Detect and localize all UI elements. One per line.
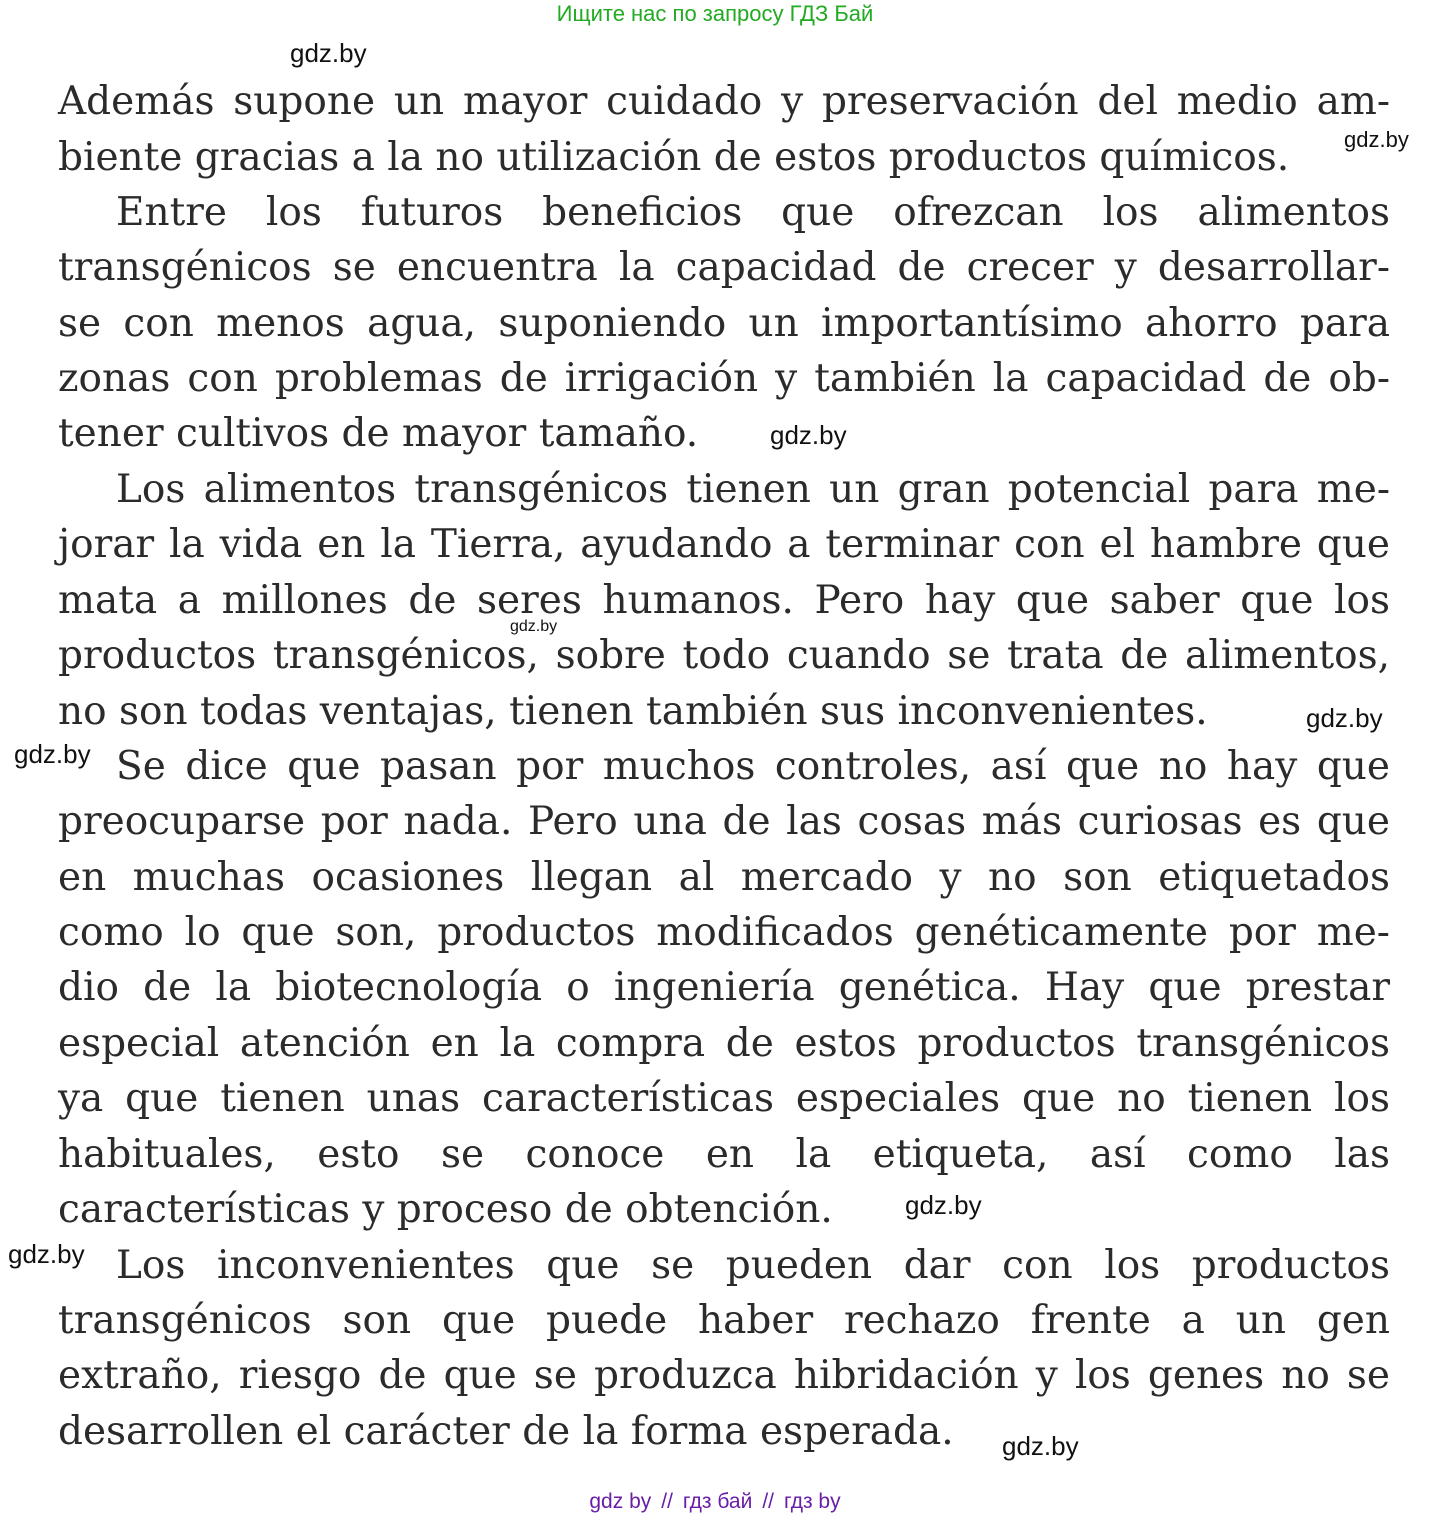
text-line: tener cultivos de mayor tamaño. [58, 411, 699, 456]
text-line: mata a millones de seres humanos. Pero hay que saber que los [58, 578, 1390, 623]
watermark: gdz.by [14, 739, 91, 769]
watermark: gdz.by [905, 1190, 982, 1220]
watermark: gdz.by [1344, 127, 1409, 152]
text-line: Se dice que pasan por muchos controles, así que no hay que [116, 744, 1390, 789]
text-line: habituales, esto se conoce en la etiqueta, así como las [58, 1132, 1390, 1177]
text-line: Entre los futuros beneficios que ofrezcan los alimentos [116, 190, 1390, 235]
footer-separator: // [661, 1490, 673, 1513]
text-line: en muchas ocasiones llegan al mercado y no son etiquetados [58, 855, 1390, 900]
watermark: gdz.by [8, 1239, 85, 1269]
text-line: transgénicos son que puede haber rechazo frente a un gen [58, 1298, 1390, 1343]
footer-links [0, 1488, 1430, 1516]
text-line: como lo que son, productos modificados genéticamente por me- [58, 910, 1390, 955]
text-line: dio de la biotecnología o ingeniería genética. Hay que prestar [58, 965, 1390, 1010]
text-line: ya que tienen unas características especiales que no tienen los [58, 1076, 1390, 1121]
footer-link[interactable]: гдз by [783, 1490, 841, 1513]
watermark: gdz.by [1002, 1431, 1079, 1461]
footer-separator: // [762, 1490, 774, 1513]
text-line: Además supone un mayor cuidado y preservación del medio am- [58, 79, 1390, 124]
text-line: Los inconvenientes que se pueden dar con los productos [116, 1243, 1390, 1288]
text-line: se con menos agua, suponiendo un importantísimo ahorro para [58, 301, 1390, 346]
text-line: zonas con problemas de irrigación y también la capacidad de ob- [58, 356, 1390, 401]
text-line: no son todas ventajas, tienen también sus inconvenientes. [58, 689, 1208, 734]
watermark: gdz.by [510, 618, 558, 635]
watermark: gdz.by [770, 420, 847, 450]
text-line: Los alimentos transgénicos tienen un gran potencial para me- [116, 467, 1390, 512]
text-line: jorar la vida en la Tierra, ayudando a terminar con el hambre que [58, 522, 1390, 567]
footer-link[interactable]: гдз бай [682, 1490, 753, 1513]
text-line: desarrollen el carácter de la forma esperada. [58, 1409, 954, 1454]
watermark: gdz.by [290, 38, 367, 68]
text-line: extraño, riesgo de que se produzca hibridación y los genes no se [58, 1353, 1390, 1398]
text-line: preocuparse por nada. Pero una de las cosas más curiosas es que [58, 799, 1390, 844]
text-line: transgénicos se encuentra la capacidad de crecer y desarrollar- [58, 245, 1390, 290]
footer-link[interactable]: gdz by [589, 1490, 652, 1513]
search-banner: Ищите нас по запросу ГДЗ Бай [556, 1, 874, 26]
text-line: características y proceso de obtención. [58, 1187, 833, 1232]
text-line: biente gracias a la no utilización de estos productos químicos. [58, 135, 1290, 180]
text-line: especial atención en la compra de estos productos transgénicos [58, 1021, 1390, 1066]
watermark: gdz.by [1306, 703, 1383, 733]
text-line: productos transgénicos, sobre todo cuando se trata de alimentos, [58, 633, 1390, 678]
